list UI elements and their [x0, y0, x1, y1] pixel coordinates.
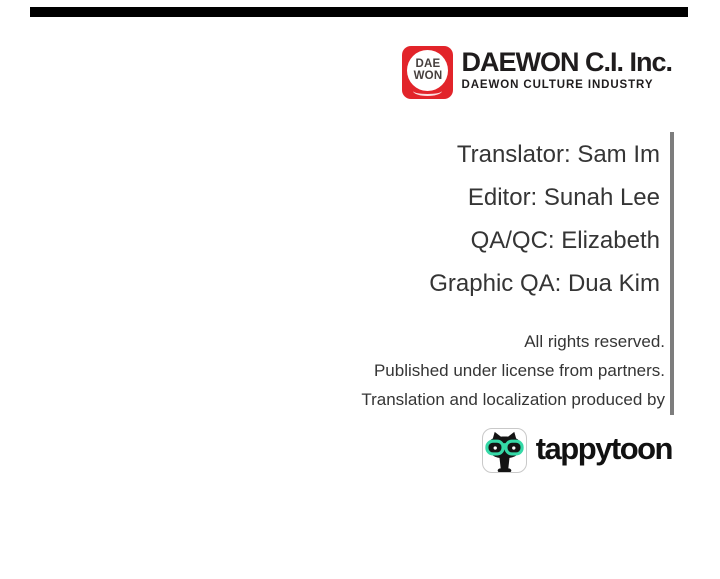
publisher-subtitle: DAEWON CULTURE INDUSTRY	[461, 79, 654, 91]
publisher-logo	[402, 46, 672, 99]
daewon-badge-arc	[413, 86, 442, 96]
daewon-badge-circle	[407, 50, 448, 91]
rights-line-3: Translation and localization produced by	[361, 390, 665, 409]
rights-note	[361, 327, 665, 414]
publisher-name: DAEWON C.I. Inc.	[461, 47, 672, 77]
top-divider-bar	[30, 7, 688, 17]
credit-line-editor: Editor: Sunah Lee	[467, 184, 660, 211]
credit-line-graphic-qa: Graphic QA: Dua Kim	[429, 270, 660, 297]
publisher-wordmark	[461, 46, 672, 92]
rights-line-1: All rights reserved.	[524, 332, 665, 351]
rights-line-2: Published under license from partners.	[373, 361, 665, 380]
credit-line-qaqc: QA/QC: Elizabeth	[470, 227, 660, 254]
side-rule-bar	[670, 132, 674, 415]
credits-list	[429, 133, 660, 305]
producer-logo	[482, 428, 672, 473]
credit-line-translator: Translator: Sam Im	[456, 141, 660, 168]
brand-wordmark: tappytoon	[535, 431, 672, 466]
daewon-badge-line2: WON	[413, 69, 443, 82]
daewon-badge-line1: DAE	[415, 58, 441, 70]
daewon-badge-icon	[402, 46, 453, 99]
tappytoon-cat-icon	[482, 428, 527, 473]
